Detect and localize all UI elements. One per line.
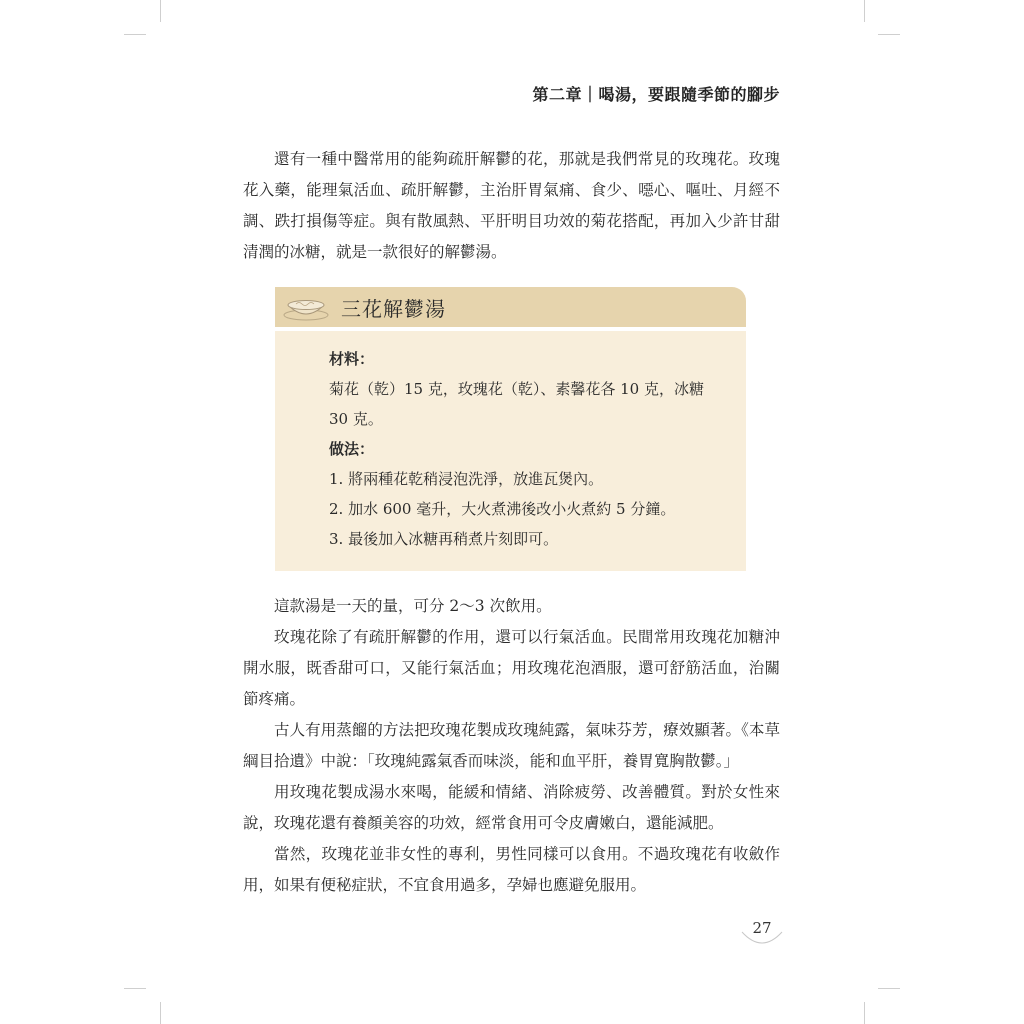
crop-mark bbox=[864, 1002, 865, 1024]
intro-text bbox=[243, 144, 780, 268]
crop-mark bbox=[160, 1002, 161, 1024]
running-head: 第二章｜喝湯，要跟隨季節的腳步 bbox=[532, 85, 780, 104]
recipe-title: 三花解鬱湯 bbox=[341, 297, 446, 321]
ingredients-line: 菊花（乾）15 克，玫瑰花（乾）、素馨花各 10 克，冰糖 bbox=[329, 380, 704, 398]
crop-mark bbox=[864, 0, 865, 22]
paragraph: 玫瑰花除了有疏肝解鬱的作用，還可以行氣活血。民間常用玫瑰花加糖沖開水服，既香甜可口，又能行氣活血；用玫瑰花泡酒服，還可舒筋活血，治關節疼痛。 bbox=[243, 628, 780, 708]
method-label: 做法： bbox=[329, 440, 375, 458]
crop-mark bbox=[878, 988, 900, 989]
paragraph: 還有一種中醫常用的能夠疏肝解鬱的花，那就是我們常見的玫瑰花。玫瑰花入藥，能理氣活血、疏肝解鬱，主治肝胃氣痛、食少、噁心、嘔吐、月經不調、跌打損傷等症。與有散風熱、平肝明目功效的菊花搭配，再加入少許甘甜清潤的冰糖，就是一款很好的解鬱湯。 bbox=[243, 150, 780, 261]
ingredients-line: 30 克。 bbox=[329, 410, 383, 428]
method-step: 2. 加水 600 毫升，大火煮沸後改小火煮約 5 分鐘。 bbox=[329, 500, 676, 518]
recipe-box bbox=[275, 331, 746, 571]
recipe-header bbox=[275, 287, 746, 327]
paragraph: 用玫瑰花製成湯水來喝，能緩和情緒、消除疲勞、改善體質。對於女性來說，玫瑰花還有養顏美容的功效，經常食用可令皮膚嫩白，還能減肥。 bbox=[243, 783, 780, 832]
recipe-content bbox=[329, 344, 729, 554]
crop-mark bbox=[124, 34, 146, 35]
page-number: 27 bbox=[752, 919, 772, 937]
method-step: 1. 將兩種花乾稍浸泡洗淨，放進瓦煲內。 bbox=[329, 470, 604, 488]
crop-mark bbox=[160, 0, 161, 22]
crop-mark bbox=[124, 988, 146, 989]
paragraph: 當然，玫瑰花並非女性的專利，男性同樣可以食用。不過玫瑰花有收斂作用，如果有便秘症狀，不宜食用過多，孕婦也應避免服用。 bbox=[243, 845, 780, 894]
paragraph: 這款湯是一天的量，可分 2～3 次飲用。 bbox=[274, 597, 552, 615]
soup-bowl-icon bbox=[282, 293, 330, 321]
paragraph: 古人有用蒸餾的方法把玫瑰花製成玫瑰純露，氣味芬芳，療效顯著。《本草綱目拾遺》中說：「玫瑰純露氣香而味淡，能和血平肝，養胃寬胸散鬱。」 bbox=[243, 721, 780, 770]
crop-mark bbox=[878, 34, 900, 35]
method-step: 3. 最後加入冰糖再稍煮片刻即可。 bbox=[329, 530, 559, 548]
ingredients-label: 材料： bbox=[329, 350, 375, 368]
body-text bbox=[243, 591, 780, 901]
